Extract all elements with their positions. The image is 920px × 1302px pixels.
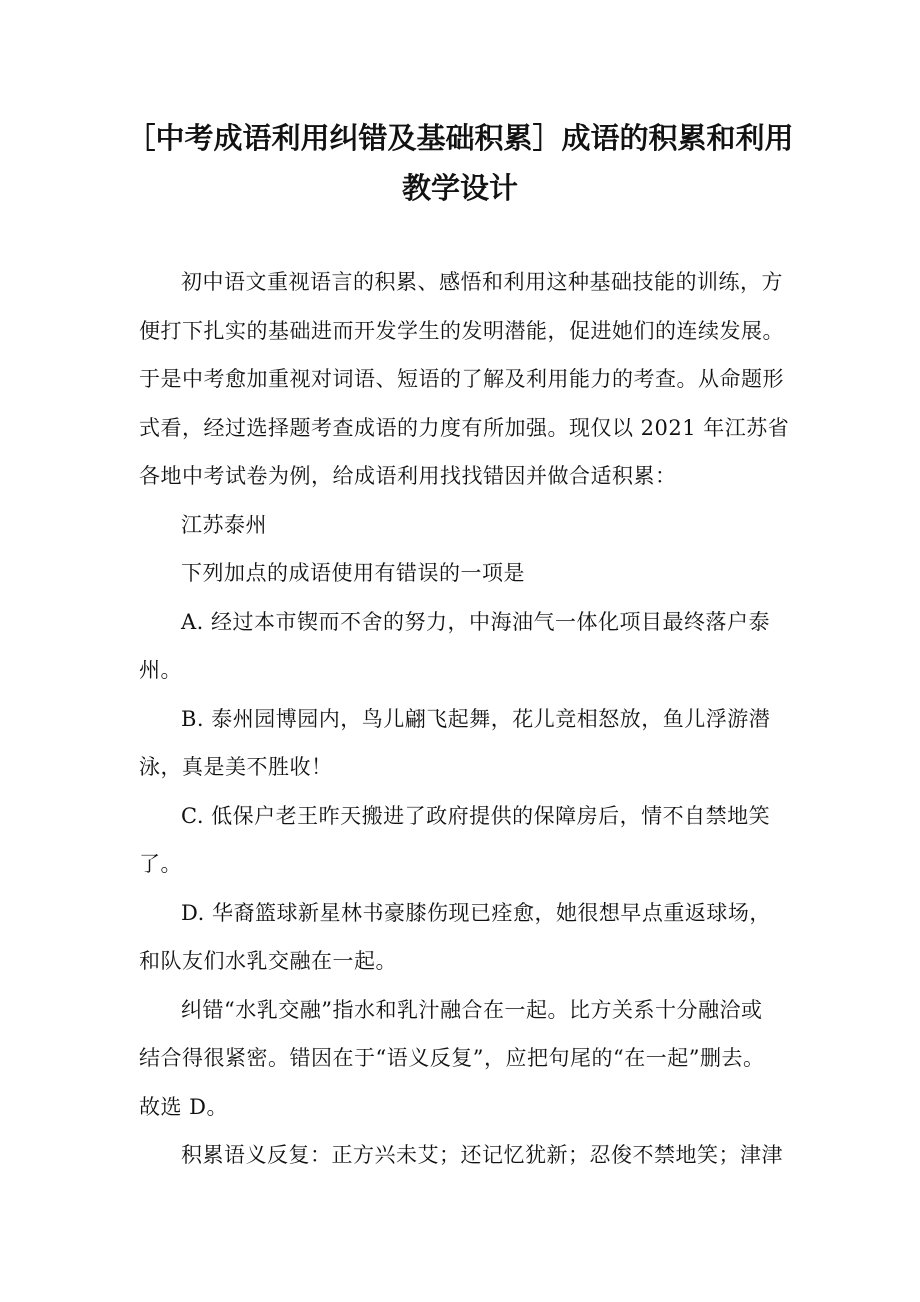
text-line: 各地中考试卷为例，给成语利用找找错因并做合适积累： [139, 464, 677, 488]
text-line: 了。 [139, 852, 182, 876]
document-body [139, 258, 789, 1180]
text-line: 州。 [139, 658, 182, 682]
text-line: 式看，经过选择题考查成语的力度有所加强。现仅以 2021 年江苏省 [139, 415, 790, 440]
text-line: 于是中考愈加重视对词语、短语的了解及利用能力的考查。从命题形 [139, 367, 784, 391]
text-line: 泳，真是美不胜收！ [139, 755, 333, 779]
document-title-line-1: ［中考成语利用纠错及基础积累］成语的积累和利用 [126, 121, 794, 155]
text-line: C. 低保户老王昨天搬进了政府提供的保障房后，情不自禁地笑 [181, 803, 771, 828]
option-d [139, 889, 789, 986]
text-line: 故选 D。 [139, 1094, 229, 1119]
text-line: 江苏泰州 [181, 512, 267, 537]
text-line: 积累语义反复：正方兴未艾；还记忆犹新；忍俊不禁地笑；津津 [181, 1143, 783, 1167]
text-line: 便打下扎实的基础进而开发学生的发明潜能，促进她们的连续发展。 [139, 318, 784, 343]
text-line: 初中语文重视语言的积累、感悟和利用这种基础技能的训练，方 [181, 270, 783, 294]
paragraph-intro [139, 258, 789, 501]
option-b [139, 695, 789, 792]
paragraph-question [139, 549, 789, 598]
text-line: B. 泰州园博园内，鸟儿翩飞起舞，花儿竞相怒放，鱼儿浮游潜 [181, 706, 771, 731]
text-line: 和队友们水乳交融在一起。 [139, 949, 397, 973]
document-title-line-2: 教学设计 [401, 171, 518, 205]
option-a [139, 598, 789, 695]
paragraph-correction [139, 986, 789, 1132]
text-line: 纠错“水乳交融”指水和乳汁融合在一起。比方关系十分融洽或 [181, 997, 763, 1022]
text-line: A. 经过本市锲而不舍的努力，中海油气一体化项目最终落户泰 [181, 609, 771, 634]
option-c [139, 792, 789, 889]
text-line: 结合得很紧密。错因在于“语义反复”，应把句尾的“在一起”删去。 [139, 1046, 765, 1070]
text-line: 下列加点的成语使用有错误的一项是 [181, 561, 525, 585]
paragraph-region [139, 501, 789, 550]
text-line: D. 华裔篮球新星林书豪膝伤现已痊愈，她很想早点重返球场， [181, 900, 771, 925]
paragraph-accumulation [139, 1131, 789, 1180]
